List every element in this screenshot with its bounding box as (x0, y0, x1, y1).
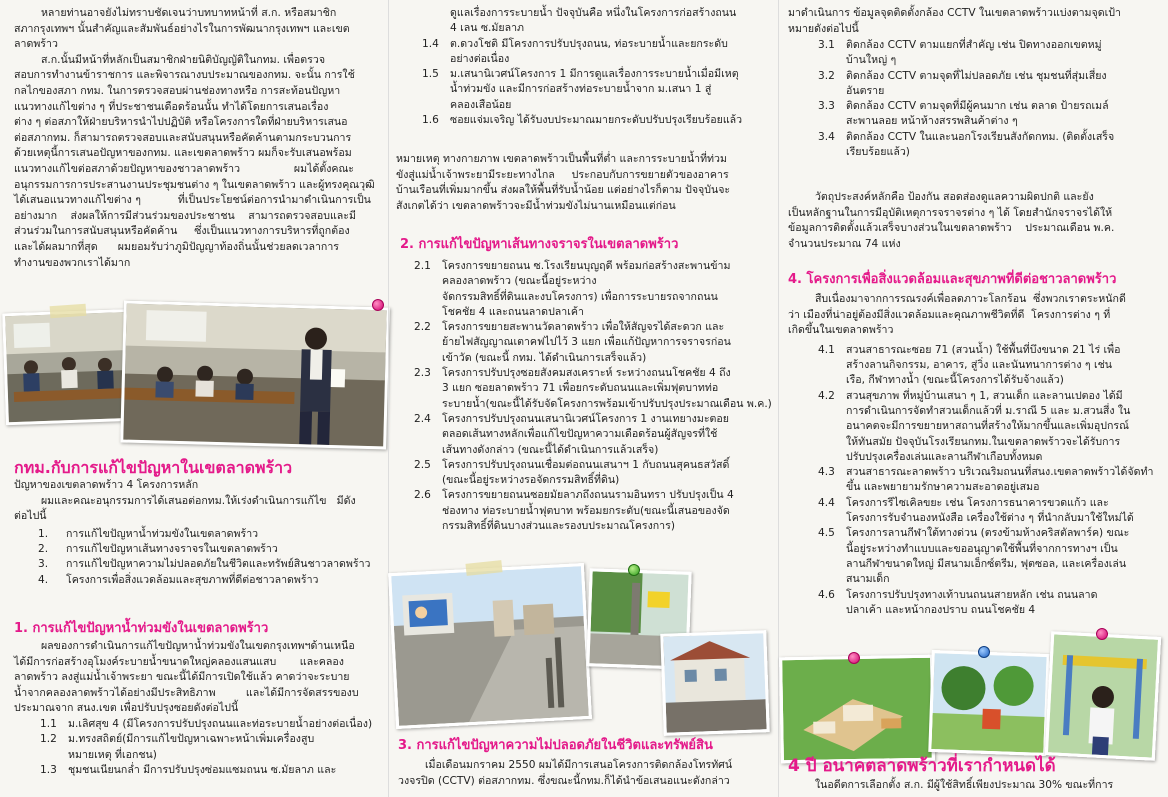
item-text: ชุมชนเนียนกล่ำ มีการปรับปรุงซ่อมแซมถนน ซ.มัยลาภ และ (68, 763, 337, 776)
flood-item (40, 732, 384, 747)
traffic-item (414, 335, 772, 350)
item-text: เรือ, กีฬาทางน้ำ (ขณะนี้โครงการได้รับจ้างแล้ว) (846, 374, 1064, 387)
traffic-item (414, 397, 772, 412)
item-text: ต.ดวงโชติ มีโครงการปรับปรุงถนน, ท่อระบายน้ำและยกระดับ (450, 37, 728, 50)
main-project-item (38, 557, 384, 572)
item-text: โครงการปรับปรุงถนนเสนานิเวศน์โครงการ 1 งานเทยางมะตอย (442, 412, 729, 425)
traffic-item (414, 504, 772, 519)
item-text: บ้านใหญ่ ๆ (846, 54, 897, 67)
note-line: บ้านเรือนที่เพิ่มมากขึ้น ส่งผลให้พื้นที่รับน้ำน้อย แต่อย่างไรก็ตาม ปัจจุบันจะ (396, 184, 731, 197)
item-text: หมายเหตุ ที่เอกชน) (68, 748, 157, 761)
intro-line: ส.ก.นั้นมีหน้าที่หลักเป็นสมาชิกฝ่ายนิติบัญญัติในกทม. เพื่อตรวจ (14, 53, 326, 66)
environment-item (818, 603, 1162, 618)
item-text: ติดกล้อง CCTV ตามจุดที่ไม่ปลอดภัย เช่น ชุมชนที่สุ่มเสี่ยง (846, 69, 1107, 82)
item-text: ระบายน้ำ(ขณะนี้ได้รับจัดโครงการพร้อมเข้าปรับปรุงประมาณเดือน พ.ค.) (442, 397, 772, 410)
item-number: 2.4 (414, 412, 431, 425)
purpose-line: ข้อมูลการติดตั้งแล้วเสร็จบางส่วนในเขตลาดพร้าว ประมาณเดือน พ.ค. (788, 222, 1115, 235)
flood-text-line: ได้มีการก่อสร้างอุโมงค์ระบายน้ำขนาดใหญ่คลองแสนแสบ และคลอง (14, 655, 344, 668)
section-intro-line: ต่อไปนี้ (14, 510, 47, 523)
environment-item (818, 526, 1162, 541)
road-photo (388, 563, 592, 729)
building-photo (660, 630, 769, 736)
safety-text (398, 758, 774, 789)
safety-text-line: วงจรปิด (CCTV) ต่อสภากทม. ซึ่งขณะนี้กทม.ก็ได้นำข้อเสนอแนะดังกล่าว (398, 774, 730, 787)
item-text: จัดกรรมสิทธิ์ที่ดินและงบโครงการ) เพื่อการระบายรถจากถนน (442, 290, 718, 303)
flood-item (422, 113, 778, 128)
intro-line: ลาดพร้าว (14, 38, 58, 51)
cctv-intro-line: หมายดังต่อไปนี้ (788, 22, 859, 35)
item-text: ย้ายไฟสัญญาณเตาคฟไปไว้ 3 แยก เพื่อแก้ปัญหาการจราจรก่อน (442, 336, 731, 349)
environment-item (818, 419, 1162, 434)
safety-section (398, 738, 774, 789)
cctv-item-list (818, 38, 1162, 160)
flood-text-line: ผลของการดำเนินการแก้ไขปัญหาน้ำท่วมขังในเขตกรุงเทพฯด้านเหนือ (14, 640, 355, 652)
item-number: 1.3 (40, 763, 57, 776)
item-text: สวนสาธารณะซอย 71 (สวนน้ำ) ใช้พื้นที่บึงขนาด 21 ไร่ เพื่อ (846, 343, 1121, 356)
photo-pin (848, 652, 860, 664)
intro-line: แนวทางแก้ไขต่อสภาด้วยปัญหาของชาวลาดพร้าว ผมได้ตั้งคณะ (14, 162, 354, 175)
environment-item (818, 542, 1162, 557)
item-text: โครงการเพื่อสิ่งแวดล้อมและสุขภาพที่ดีต่อชาวลาดพร้าว (66, 573, 319, 586)
left-column (0, 0, 388, 797)
flood-item (40, 748, 384, 763)
item-text: กรรมสิทธิ์ที่ดินบางส่วนและรองบประมาณโครงการ) (442, 520, 675, 533)
safety-title: 3. การแก้ไขปัญหาความไม่ปลอดภัยในชีวิตและทรัพย์สิน (398, 738, 713, 753)
note-line: สังเกตได้ว่า เขตลาดพร้าวจะมีน้ำท่วมขังไม่นานเหมือนแต่ก่อน (396, 199, 676, 212)
intro-line: หลายท่านอาจยังไม่ทราบชัดเจนว่าบทบาทหน้าที่ ส.ก. หรือสมาชิก (14, 7, 337, 19)
environment-item (818, 465, 1162, 480)
cctv-purpose (788, 190, 1162, 252)
intro-line: สภากรุงเทพฯ นั้นสำคัญและสัมพันธ์อย่างไรในการพัฒนากรุงเทพฯ และเขต (14, 22, 350, 35)
section-subtitle: ปัญหาของเขตลาดพร้าว 4 โครงการหลัก (14, 479, 199, 491)
item-number: 2.2 (414, 321, 431, 334)
traffic-item (414, 305, 772, 320)
environment-item (818, 572, 1162, 587)
intro-paragraph (14, 6, 380, 271)
intro-line: กลไกของสภา กทม. ในการตรวจสอบผ่านช่องทางหรือ การสะท้อนปัญหา (14, 84, 341, 97)
item-text: โครงการปรับปรุงซอยสังคมสงเคราะห์ ระหว่างถนนโชคชัย 4 ถึง (442, 367, 731, 380)
environment-intro-line: เกิดขึ้นในเขตลาดพร้าว (788, 324, 894, 337)
item-number: 2.1 (414, 260, 431, 272)
item-text: การแก้ไขปัญหาเส้นทางจราจรในเขตลาดพร้าว (66, 543, 278, 556)
item-text: คลองเสือน้อย (450, 98, 512, 111)
intro-line: สอบการทำงานข้าราชการ และพิจารณางบประมาณของกทม. จะนั้น การใช้ (14, 69, 355, 82)
item-number: 3.2 (818, 69, 835, 82)
item-text: ปลาเค้า และหน้ากองปราบ ถนนโชคชัย 4 (846, 603, 1036, 616)
item-number: 2. (38, 543, 49, 556)
flood-section (14, 621, 384, 778)
cctv-item (818, 69, 1162, 84)
flood-item-list (40, 717, 384, 778)
item-text: นี้อยู่ระหว่างทำแบบและขออนุญาตใช้พื้นที่จากการทางฯ เป็น (846, 542, 1118, 555)
item-text: สร้างลานกิจกรรม, อาคาร, สู่วิ่ง และนันทนาการต่าง ๆ เช่น (846, 359, 1113, 372)
section-intro (14, 494, 384, 525)
traffic-item (414, 351, 772, 366)
flood-item (422, 52, 778, 67)
item-number: 4.2 (818, 389, 835, 402)
photo-pin (978, 646, 990, 658)
traffic-item (414, 427, 772, 442)
environment-intro-line: สืบเนื่องมาจากการรณรงค์เพื่อลดภาวะโลกร้อน ซึ่งพวกเราตระหนักดี (788, 293, 1126, 305)
item-number: 1.6 (422, 114, 439, 127)
flood-text (14, 639, 384, 717)
traffic-item (414, 458, 772, 473)
item-number: 2.6 (414, 489, 431, 502)
item-number: 4.4 (818, 496, 835, 509)
environment-intro-line: ว่า เมืองที่น่าอยู่ต้องมีสิ่งแวดล้อมและคุณภาพชีวิตที่ดี โครงการต่าง ๆ ที่ (788, 308, 1111, 321)
model-photo (779, 655, 935, 764)
item-text: ให้ทันสมัย ปัจจุบันโรงเรียนกทม.ในเขตลาดพร้าวจะได้รับการ (846, 435, 1121, 448)
cctv-item (818, 99, 1162, 114)
item-text: โครงการลานกีฬาใต้ทางด่วน (ตรงข้ามห้างคริสตัลพาร์ค) ขณะ (846, 527, 1130, 540)
item-text: สะพานลอย หน้าห้างสรรพสินค้าต่าง ๆ (846, 115, 1018, 128)
item-text: ติดกล้อง CCTV ตามจุดที่มีผู้คนมาก เช่น ตลาด ป้ายรถเมล์ (846, 100, 1109, 113)
item-text: โครงการปรับปรุงถนนเชื่อมต่อถนนเสนาฯ 1 กับถนนสุคนธสวัสดิ์ (442, 458, 730, 471)
item-number: 4.1 (818, 343, 835, 356)
item-text: ม.เสนานิเวศน์โครงการ 1 มีการดูแลเรื่องการระบายน้ำเมื่อมีเหตุ (450, 68, 739, 81)
photo-pin (372, 299, 384, 311)
item-number: 2.3 (414, 367, 431, 380)
environment-item-list (818, 343, 1162, 618)
flood-item (40, 717, 384, 732)
item-number: 1.5 (422, 68, 439, 81)
traffic-item (414, 473, 772, 488)
item-number: 1.1 (40, 717, 57, 730)
environment-item (818, 557, 1162, 572)
item-text: เส้นทางดังกล่าว (ขณะนี้ได้ดำเนินการแล้วเสร็จ) (442, 443, 659, 456)
future-title: 4 ปี อนาคตลาดพร้าวที่เรากำหนดได้ (788, 756, 1056, 776)
traffic-item (414, 381, 772, 396)
traffic-item (414, 320, 772, 335)
item-text: 3 แยก ซอยลาดพร้าว 71 เพื่อยกระดับถนนและเพิ่มฟุตบาทท่อ (442, 382, 719, 395)
item-text: ม.เลิศสุข 4 (มีโครงการปรับปรุงถนนและท่อระบายน้ำอย่างต่อเนื่อง) (68, 717, 373, 730)
environment-item (818, 373, 1162, 388)
item-number: 1. (38, 527, 49, 540)
section-title: กทม.กับการแก้ไขปัญหาในเขตลาดพร้าว (14, 458, 293, 477)
item-text: โครงการขยายถนนซอยมัยลาภถึงถนนรามอินทรา ปรับปรุงเป็น 4 (442, 489, 734, 502)
main-project-item (38, 527, 384, 542)
item-text: โครงการรับจำนองหนังสือ เครื่องใช้ต่าง ๆ ที่นำกลับมาใช้ใหม่ได้ (846, 512, 1134, 525)
intro-line: ต่าง ๆ ต่อสภาให้ฝ่ายบริหารนำไปปฏิบัติ หรือโครงการใดที่ฝ่ายบริหารเสนอ (14, 116, 348, 129)
cctv-item (818, 130, 1162, 145)
traffic-item (414, 519, 772, 534)
photo-pin (1096, 628, 1108, 640)
right-column (778, 0, 1168, 797)
traffic-item (414, 290, 772, 305)
flood-title: 1. การแก้ไขปัญหาน้ำท่วมขังในเขตลาดพร้าว (14, 621, 269, 636)
photo-tape (50, 304, 87, 318)
flood-item (422, 67, 778, 82)
item-text: ดูแลเรื่องการระบายน้ำ ปัจจุบันคือ หนึ่งในโครงการก่อสร้างถนน (450, 7, 737, 19)
item-text: เข้าวัด (ขณะนี้ กทม. ได้ดำเนินการเสร็จแล้ว) (442, 351, 647, 364)
item-text: ม.ทรงสถิตย์(มีการแก้ไขปัญหาเฉพาะหน้าเพิ่มเครื่องสูบ (68, 733, 315, 746)
main-project-item (38, 573, 384, 588)
item-text: คลองลาดพร้าว (ขณะนี้อยู่ระหว่าง (442, 275, 597, 288)
intro-line: ต่อสภากทม. ก็สามารถตรวจสอบและสนับสนุนหรือคัดค้านตามกระบวนการ (14, 131, 352, 144)
flood-item (422, 98, 778, 113)
cctv-intro (788, 6, 1162, 37)
flood-text-line: ลาดพร้าว ลงสู่แม่น้ำเจ้าพระยา ขณะนี้ได้มีการเปิดใช้แล้ว คาดว่าจะระบาย (14, 671, 350, 684)
traffic-item (414, 366, 772, 381)
item-text: ติดกล้อง CCTV ตามแยกที่สำคัญ เช่น ปิดทางออกเขตหมู่ (846, 39, 1102, 51)
intro-line: ได้เสนอแนวทางแก้ไขต่าง ๆ ที่เป็นประโยชน์ต่อการนำมาดำเนินการเป็น (14, 194, 371, 207)
item-text: สนามเด็ก (846, 573, 890, 586)
traffic-item (414, 274, 772, 289)
flood-item (40, 763, 384, 778)
flood-item (422, 21, 778, 36)
intro-line: ทำงานของพวกเราได้มาก (14, 256, 131, 269)
note-line: ขังสู่แม่น้ำเจ้าพระยามีระยะทางไกล ประกอบกับการขยายตัวของอาคาร (396, 168, 729, 181)
item-text: อนาคตจะมีการขยายหาสถานที่สร้างให้มากขึ้นและเพิ่มอุปกรณ์ (846, 420, 1129, 433)
environment-item (818, 358, 1162, 373)
item-text: โชคชัย 4 และถนนลาดปลาเค้า (442, 305, 584, 318)
environment-item (818, 389, 1162, 404)
item-number: 3.4 (818, 130, 835, 143)
item-text: การแก้ไขปัญหาความไม่ปลอดภัยในชีวิตและทรัพย์สินชาวลาดพร้าว (66, 558, 371, 571)
physical-note (396, 152, 774, 214)
traffic-item-list (414, 259, 772, 534)
flood-text-line: น้ำจากคลองลาดพร้าวได้อย่างมีประสิทธิภาพ และได้มีการจัดสรรของบ (14, 686, 359, 699)
environment-item (818, 480, 1162, 495)
item-text: ช่องทาง ท่อระบายน้ำฟุตบาท พร้อมยกระดับ(ขณะนี้เสนอของจัด (442, 504, 730, 517)
item-text: ขึ้น และพยายามรักษาความสะอาดอยู่เสมอ (846, 481, 1040, 494)
future-text: ในอดีตการเลือกตั้ง ส.ก. มีผู้ใช้สิทธิ์เพียงประมาณ 30% ขณะที่การ (788, 779, 1114, 791)
park-photo (928, 650, 1049, 756)
flood-item-list-continued (422, 6, 778, 128)
item-text: (ขณะนี้อยู่ระหว่างรอจัดกรรมสิทธิ์ที่ดิน) (442, 474, 620, 487)
environment-item (818, 511, 1162, 526)
section-intro-line: ผมและคณะอนุกรรมการได้เสนอต่อกทม.ให้เร่งดำเนินการแก้ไข มีดัง (14, 494, 356, 507)
item-text: สวนสาธารณะลาดพร้าว บริเวณริมถนนที่สนง.เขตลาดพร้าวได้จัดทำ (846, 466, 1154, 479)
traffic-section (400, 237, 772, 534)
item-text: โครงการรีไซเคิลขยะ เช่น โครงการธนาคารขวดแก้ว และ (846, 496, 1109, 509)
cctv-item (818, 145, 1162, 160)
intro-line: และได้ผลมากที่สุด ผมยอมรับว่าภูมิปัญญาท้องถิ่นนั้นช่วยลดเวลาการ (14, 240, 339, 253)
photo-pin (628, 564, 640, 576)
traffic-item (414, 443, 772, 458)
intro-line: อนุกรรมการการประสานงานประชุมชนต่าง ๆ ในเขตลาดพร้าว และผู้ทรงคุณวุฒิ (14, 178, 375, 191)
flood-item (422, 37, 778, 52)
item-text: อันตราย (846, 84, 885, 97)
item-number: 4.6 (818, 588, 835, 601)
item-text: สวนสุขภาพ ที่หมู่บ้านเสนา ๆ 1, สวนเด็ก และลานเปตอง ได้มี (846, 389, 1123, 402)
purpose-line: เป็นหลักฐานในการมีอุบัติเหตุการจราจรต่าง ๆ ได้ โดยสำนักจราจรได้ให้ (788, 206, 1113, 219)
purpose-line: วัตถุประสงค์หลักคือ ป้องกัน สอดส่องดูแลความผิดปกติ และยัง (788, 191, 1094, 203)
main-project-item (38, 542, 384, 557)
item-number: 1.4 (422, 37, 439, 50)
meeting-photo-speaker (120, 301, 390, 450)
intro-line: ด้วยเหตุนี้การเสนอปัญหาของกทม. และเขตลาดพร้าว ผมก็จะรับเสนอพร้อม (14, 147, 352, 160)
environment-item (818, 450, 1162, 465)
item-number: 4.3 (818, 466, 835, 479)
cctv-item (818, 84, 1162, 99)
environment-intro (788, 292, 1162, 339)
item-text: น้ำท่วมขัง และมีการก่อสร้างท่อระบายน้ำจาก ม.เสนา 1 สู่ (450, 83, 712, 96)
traffic-item (414, 488, 772, 503)
item-text: การแก้ไขปัญหาน้ำท่วมขังในเขตลาดพร้าว (66, 527, 259, 540)
playground-photo (1045, 631, 1161, 761)
flood-item (422, 6, 778, 21)
environment-item (818, 435, 1162, 450)
item-text: อย่างต่อเนื่อง (450, 52, 510, 65)
middle-column (388, 0, 778, 797)
cctv-intro-line: มาดำเนินการ ข้อมูลจุดติดตั้งกล้อง CCTV ในเขตลาดพร้าวแบ่งตามจุดเป้า (788, 7, 1121, 19)
item-text: การดำเนินการจัดทำสวนเด็กแล้วที่ ม.ราณี 5 และ ม.สวนสี่ง ใน (846, 404, 1131, 417)
safety-text-line: เมื่อเดือนมกราคม 2550 ผมได้มีการเสนอโครงการติดกล้องโทรทัศน์ (398, 759, 733, 771)
cctv-item (818, 38, 1162, 53)
traffic-title: 2. การแก้ไขปัญหาเส้นทางจราจรในเขตลาดพร้าว (400, 237, 679, 252)
environment-item (818, 404, 1162, 419)
item-number: 4.5 (818, 527, 835, 540)
traffic-item (414, 259, 772, 274)
item-text: เรียบร้อยแล้ว) (846, 146, 910, 159)
future-section (788, 756, 1162, 794)
item-text: ซอยแจ่มเจริญ ได้รับงบประมาณมายกระดับปรับปรุงเรียบร้อยแล้ว (450, 114, 743, 127)
item-text: ติดกล้อง CCTV ในและนอกโรงเรียนสังกัดกทม. (ติดตั้งเสร็จ (846, 130, 1115, 143)
environment-section (788, 272, 1162, 618)
lat-phrao-section (14, 458, 384, 588)
flood-text-line: ประมาณจาก สนง.เขต เพื่อปรับปรุงซอยดังต่อไปนี้ (14, 702, 239, 715)
item-text: โครงการขยายถนน ซ.โรงเรียนบุญฤดี พร้อมก่อสร้างสะพานข้าม (442, 260, 731, 272)
item-number: 3.3 (818, 100, 835, 113)
cctv-item (818, 53, 1162, 68)
item-number: 3.1 (818, 39, 835, 51)
intro-line: ส่วนร่วมในการสนับสนุนหรือคัดค้าน ซึ่งเป็นแนวทางการบริหารที่ถูกต้อง (14, 225, 350, 238)
main-project-list (38, 527, 384, 588)
item-number: 1.2 (40, 733, 57, 746)
note-line: หมายเหตุ ทางกายภาพ เขตลาดพร้าวเป็นพื้นที่ต่ำ และการระบายน้ำที่ท่วม (396, 153, 727, 165)
environment-item (818, 343, 1162, 358)
cctv-item (818, 114, 1162, 129)
environment-item (818, 588, 1162, 603)
environment-item (818, 496, 1162, 511)
item-text: โครงการขยายสะพานวัดลาดพร้าว เพื่อให้สัญจรได้สะดวก และ (442, 321, 725, 334)
traffic-item (414, 412, 772, 427)
item-text: ลานกีฬาขนาดใหญ่ มีสนามเอ็กซ์ตรีม, ฟุตซอล, และเครื่องเล่น (846, 557, 1127, 570)
intro-line: อย่างมาก ส่งผลให้การมีส่วนร่วมของประชาชน สามารถตรวจสอบและมี (14, 209, 356, 222)
environment-title: 4. โครงการเพื่อสิ่งแวดล้อมและสุขภาพที่ดีต่อชาวลาดพร้าว (788, 272, 1117, 287)
flood-item (422, 82, 778, 97)
item-text: 4 เลน ซ.มัยลาภ (450, 22, 525, 35)
item-number: 2.5 (414, 458, 431, 471)
item-number: 4. (38, 573, 49, 586)
intro-line: แนวทางแก้ไขต่าง ๆ ที่ประชาชนเดือดร้อนนั้น ทำได้โดยการเสนอเรื่อง (14, 100, 329, 113)
meeting-photo-left (2, 309, 140, 426)
item-text: โครงการปรับปรุงทางเท้าบนถนนสายหลัก เช่น ถนนลาด (846, 588, 1098, 601)
item-number: 3. (38, 558, 49, 571)
item-text: ตลอดเส้นทางหลักเพื่อแก้ไขปัญหาความเดือดร้อนผู้สัญจรที่ใช้ (442, 428, 718, 441)
item-text: ปรับปรุงเครื่องเล่นและลานกีฬาเกือบทั้งหมด (846, 450, 1043, 463)
purpose-line: จำนวนประมาณ 74 แห่ง (788, 237, 901, 250)
